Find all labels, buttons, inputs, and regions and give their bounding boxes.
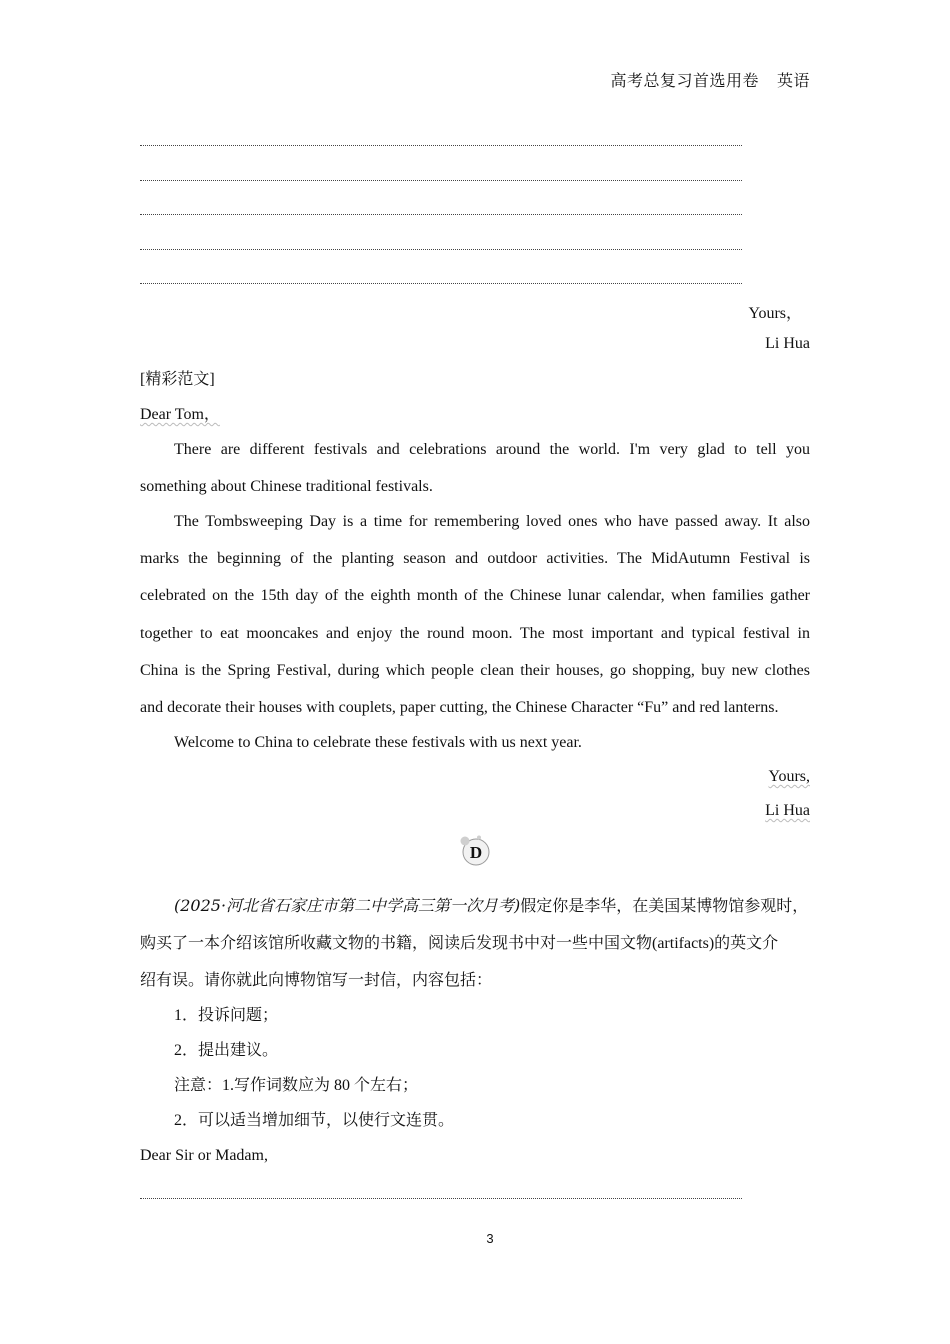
section-d-badge-icon	[459, 835, 493, 867]
model-line: China is the Spring Festival, during which people clean their houses, go shopping, buy new clothes	[140, 662, 810, 679]
task-note-1: 注意：1.写作词数应为 80 个左右；	[174, 1077, 419, 1094]
writing-line	[140, 249, 742, 250]
model-line: together to eat mooncakes and enjoy the round moon. The most important and typical festival in	[140, 625, 810, 642]
task-source: (2025·河北省石家庄市第二中学高三第一次月考)	[174, 896, 521, 915]
header-book-title: 高考总复习首选用卷	[610, 73, 759, 90]
model-closing-wrap	[768, 768, 810, 786]
page-header	[610, 68, 810, 91]
model-line: The Tombsweeping Day is a time for remembering loved ones who have passed away. It also	[174, 513, 810, 530]
model-essay-label: [精彩范文]	[140, 371, 215, 388]
model-line: There are different festivals and celebrations around the world. I'm very glad to tell you	[174, 441, 810, 458]
model-greeting: Dear Tom，	[140, 406, 220, 423]
writing-line	[140, 180, 742, 181]
model-line: something about Chinese traditional festivals.	[140, 478, 433, 495]
task-item-1: 1．投诉问题；	[174, 1007, 279, 1024]
model-closing: Yours,	[768, 768, 810, 785]
task-line-2: 购买了一本介绍该馆所收藏文物的书籍，阅读后发现书中对一些中国文物(artifacts)的英文介	[140, 935, 779, 952]
model-line: celebrated on the 15th day of the eighth month of the Chinese lunar calendar, when families gather	[140, 587, 810, 604]
writing-line	[140, 1198, 742, 1199]
writing-line	[140, 283, 742, 284]
page-number: 3	[486, 1231, 494, 1246]
header-subject: 英语	[776, 73, 810, 90]
task-item-2: 2．提出建议。	[174, 1042, 279, 1059]
writing-line	[140, 214, 742, 215]
task-note-2: 2．可以适当增加细节，以使行文连贯。	[174, 1112, 455, 1129]
task-line-3: 绍有误。请你就此向博物馆写一封信，内容包括：	[140, 972, 493, 989]
model-line: Welcome to China to celebrate these festivals with us next year.	[174, 734, 582, 751]
model-line: marks the beginning of the planting season and outdoor activities. The MidAutumn Festival is	[140, 550, 810, 567]
task-greeting: Dear Sir or Madam,	[140, 1147, 268, 1164]
model-line: and decorate their houses with couplets, paper cutting, the Chinese Character “Fu” and red lanterns.	[140, 699, 779, 716]
closing-yours: Yours，	[748, 305, 802, 322]
task-intro: 假定你是李华，在美国某博物馆参观时，	[520, 898, 809, 915]
model-greeting-wrap	[140, 405, 810, 425]
model-name: Li Hua	[765, 802, 810, 819]
task-line-1	[174, 896, 810, 917]
writing-line	[140, 145, 742, 146]
model-name-wrap	[765, 802, 810, 820]
section-letter: D	[469, 843, 483, 862]
signature-name: Li Hua	[765, 335, 810, 352]
